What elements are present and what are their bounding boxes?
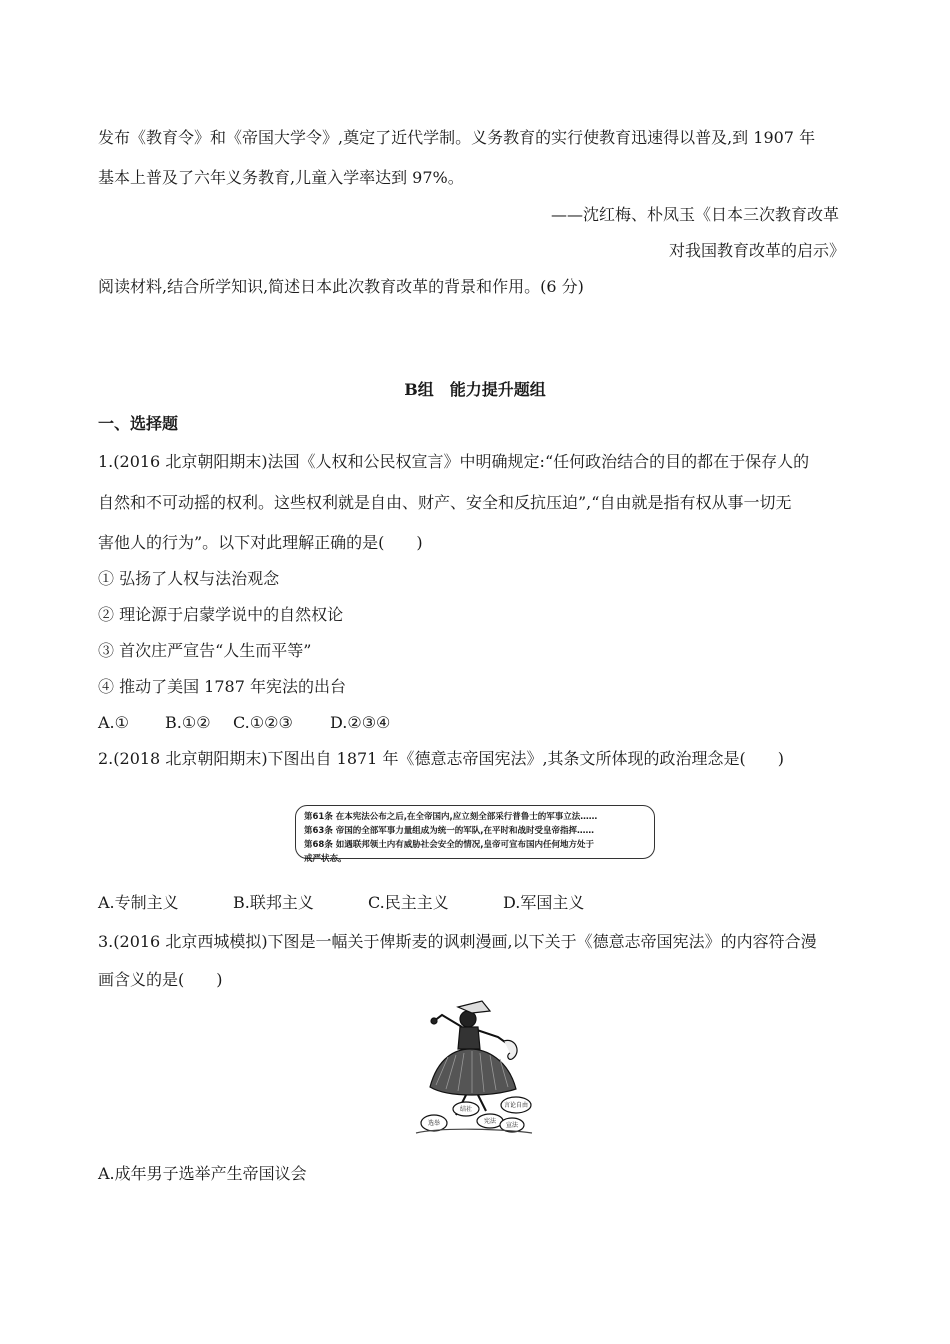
bismarck-satirical-cartoon [412, 997, 536, 1137]
article-68-continued: 戒严状态。 [304, 854, 347, 864]
q1-item-4: ④ 推动了美国 1787 年宪法的出台 [98, 677, 346, 696]
q2-option-a: A.专制主义 [98, 893, 179, 912]
cartoon-label-association: 结社 [459, 1106, 473, 1113]
material-source-1: ——沈红梅、朴凤玉《日本三次教育改革 [551, 205, 840, 224]
cartoon-label-election: 选举 [427, 1120, 441, 1127]
article-68: 第68条 如遇联邦领土内有威胁社会安全的情况,皇帝可宣布国内任何地方处于 [304, 840, 595, 850]
q1-item-3: ③ 首次庄严宣告“人生而平等” [98, 641, 312, 660]
q1-option-c: C.①②③ [233, 713, 293, 732]
part-title: 一、选择题 [98, 414, 179, 433]
article-63: 第63条 帝国的全部军事力量组成为统一的军队,在平时和战时受皇帝指挥…… [304, 826, 595, 836]
q3-stem-line-2: 画含义的是( ) [98, 970, 223, 989]
material-question: 阅读材料,结合所学知识,简述日本此次教育改革的背景和作用。(6 分) [98, 277, 584, 296]
q1-stem-line-1: 1.(2016 北京朝阳期末)法国《人权和公民权宣言》中明确规定:“任何政治结合的目的都在于保存人的 [98, 452, 810, 471]
q2-option-b: B.联邦主义 [233, 893, 314, 912]
q1-option-d: D.②③④ [330, 713, 391, 732]
q1-item-2: ② 理论源于启蒙学说中的自然权论 [98, 605, 344, 624]
q2-option-d: D.军国主义 [503, 893, 585, 912]
q1-options [98, 712, 390, 734]
q3-option-a: A.成年男子选举产生帝国议会 [98, 1164, 307, 1183]
q1-option-a: A.① [98, 713, 129, 732]
constitution-excerpt-box [295, 805, 655, 864]
section-title: B组 能力提升题组 [404, 380, 546, 399]
material-line-2: 基本上普及了六年义务教育,儿童入学率达到 97%。 [98, 168, 464, 187]
material-line-1: 发布《教育令》和《帝国大学令》,奠定了近代学制。义务教育的实行使教育迅速得以普及,到 1907 年 [98, 128, 816, 147]
q3-stem-line-1: 3.(2016 北京西城模拟)下图是一幅关于俾斯麦的讽刺漫画,以下关于《德意志帝国宪法》的内容符合漫 [98, 932, 817, 951]
material-source-2: 对我国教育改革的启示》 [669, 241, 846, 260]
cartoon-label-constitution: 宪法 [483, 1118, 497, 1125]
q2-options [98, 892, 584, 914]
q1-option-b: B.①② [165, 713, 211, 732]
q2-stem: 2.(2018 北京朝阳期末)下图出自 1871 年《德意志帝国宪法》,其条文所体现的政治理念是( ) [98, 749, 785, 768]
cartoon-label-law: 宣法 [505, 1122, 519, 1129]
q1-stem-line-2: 自然和不可动摇的权利。这些权利就是自由、财产、安全和反抗压迫”,“自由就是指有权从事一切无 [98, 493, 792, 512]
q1-stem-line-3: 害他人的行为”。以下对此理解正确的是( ) [98, 533, 423, 552]
cartoon-label-free-speech: 言论自由 [503, 1102, 529, 1109]
article-61: 第61条 在本宪法公布之后,在全帝国内,应立刻全部采行普鲁士的军事立法…… [304, 812, 598, 822]
q1-item-1: ① 弘扬了人权与法治观念 [98, 569, 280, 588]
q2-option-c: C.民主主义 [368, 893, 449, 912]
